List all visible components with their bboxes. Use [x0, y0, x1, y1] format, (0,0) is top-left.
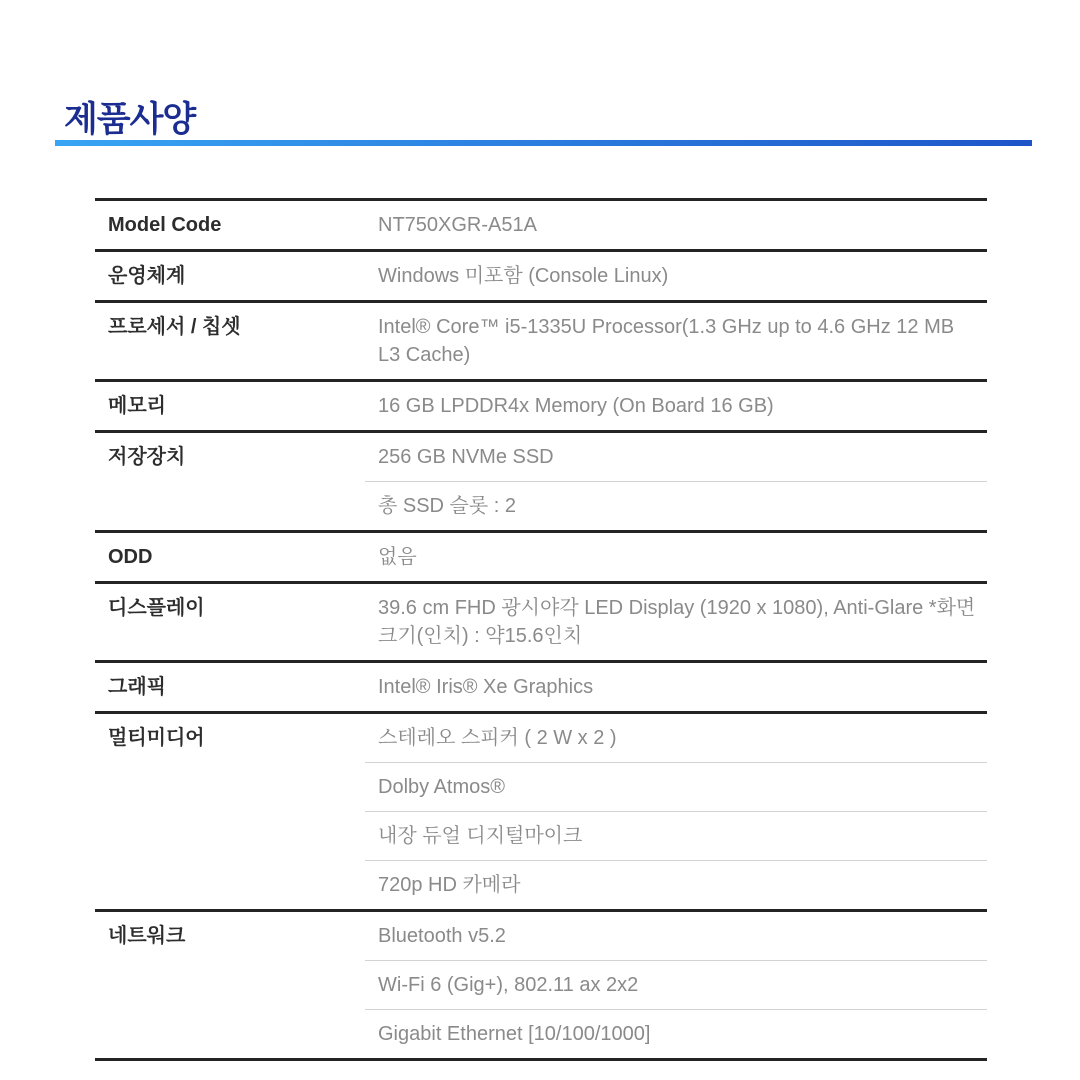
spec-value: NT750XGR-A51A — [378, 214, 537, 236]
spec-value-list — [365, 433, 987, 530]
spec-row — [95, 303, 987, 382]
spec-value-list — [365, 912, 987, 1058]
spec-value-list — [365, 584, 987, 660]
spec-row — [95, 201, 987, 252]
spec-row — [95, 252, 987, 303]
spec-value: 720p HD 카메라 — [378, 874, 521, 896]
spec-value: 총 SSD 슬롯 : 2 — [378, 495, 516, 517]
spec-label: 저장장치 — [108, 446, 186, 468]
spec-label: 그래픽 — [108, 676, 166, 698]
title-underline — [55, 140, 1032, 146]
spec-row — [95, 714, 987, 912]
spec-value: Gigabit Ethernet [10/100/1000] — [378, 1023, 651, 1045]
spec-row — [95, 433, 987, 533]
spec-label: 멀티미디어 — [108, 727, 205, 749]
spec-value-list — [365, 714, 987, 909]
spec-value: 256 GB NVMe SSD — [365, 433, 987, 482]
spec-value-list — [365, 201, 987, 249]
spec-label: 운영체계 — [108, 265, 186, 287]
page-title: 제품사양 — [64, 100, 196, 139]
spec-value: Intel® Iris® Xe Graphics — [378, 676, 594, 698]
spec-value-list — [365, 252, 987, 300]
spec-row — [95, 584, 987, 663]
spec-label: 네트워크 — [108, 925, 186, 947]
spec-value: 스테레오 스피커 ( 2 W x 2 ) — [365, 714, 987, 763]
spec-value-list — [365, 382, 987, 430]
spec-value: 없음 — [378, 546, 417, 568]
spec-label: 디스플레이 — [108, 597, 205, 619]
spec-table — [95, 198, 987, 1061]
spec-value: 내장 듀얼 디지털마이크 — [365, 812, 987, 861]
spec-label: 메모리 — [108, 395, 166, 417]
spec-value: 16 GB LPDDR4x Memory (On Board 16 GB) — [378, 395, 774, 417]
spec-label: ODD — [108, 546, 153, 568]
spec-value: Wi-Fi 6 (Gig+), 802.11 ax 2x2 — [365, 961, 987, 1010]
spec-row — [95, 533, 987, 584]
spec-value: Bluetooth v5.2 — [365, 912, 987, 961]
spec-value: Dolby Atmos® — [365, 763, 987, 812]
spec-label: 프로세서 / 칩셋 — [108, 316, 241, 338]
spec-row — [95, 912, 987, 1061]
spec-value-list — [365, 663, 987, 711]
spec-value: 39.6 cm FHD 광시야각 LED Display (1920 x 1080), Anti-Glare *화면크기(인치) : 약15.6인치 — [378, 597, 976, 647]
spec-value-list — [365, 303, 987, 379]
spec-value: Windows 미포함 (Console Linux) — [378, 265, 669, 287]
spec-value-list — [365, 533, 987, 581]
spec-value: Intel® Core™ i5-1335U Processor(1.3 GHz up to 4.6 GHz 12 MB L3 Cache) — [378, 316, 955, 366]
spec-row — [95, 382, 987, 433]
spec-label: Model Code — [108, 214, 222, 236]
spec-row — [95, 663, 987, 714]
